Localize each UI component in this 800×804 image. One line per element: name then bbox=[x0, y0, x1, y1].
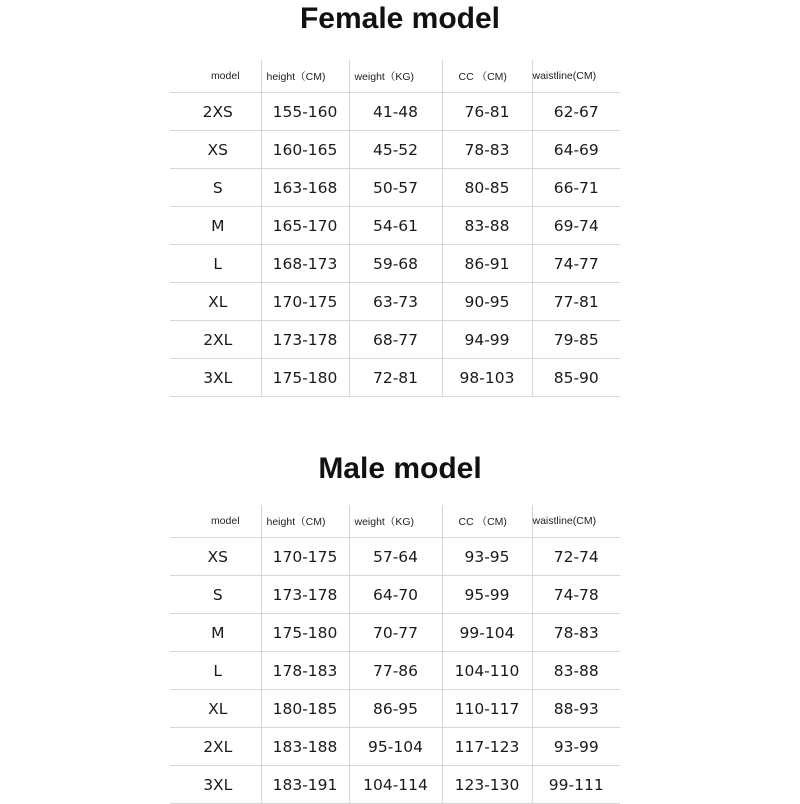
height-cell: 173-178 bbox=[261, 321, 349, 359]
header-waistline: waistline(CM) bbox=[532, 60, 620, 93]
table-row bbox=[170, 576, 620, 614]
size-cell: M bbox=[170, 614, 261, 652]
waistline-cell: 99-111 bbox=[532, 766, 620, 804]
size-cell: XL bbox=[170, 283, 261, 321]
cc-cell: 99-104 bbox=[442, 614, 532, 652]
male-size-table bbox=[170, 505, 620, 804]
weight-cell: 41-48 bbox=[349, 93, 442, 131]
weight-cell: 77-86 bbox=[349, 652, 442, 690]
waistline-cell: 74-77 bbox=[532, 245, 620, 283]
cc-cell: 94-99 bbox=[442, 321, 532, 359]
cc-cell: 86-91 bbox=[442, 245, 532, 283]
waistline-cell: 74-78 bbox=[532, 576, 620, 614]
header-model: model bbox=[170, 505, 261, 538]
female-size-chart-title: Female model bbox=[299, 2, 501, 35]
waistline-cell: 83-88 bbox=[532, 652, 620, 690]
height-cell: 165-170 bbox=[261, 207, 349, 245]
height-cell: 168-173 bbox=[261, 245, 349, 283]
weight-cell: 45-52 bbox=[349, 131, 442, 169]
weight-cell: 57-64 bbox=[349, 538, 442, 576]
cc-cell: 98-103 bbox=[442, 359, 532, 397]
waistline-cell: 85-90 bbox=[532, 359, 620, 397]
cc-cell: 123-130 bbox=[442, 766, 532, 804]
table-row bbox=[170, 652, 620, 690]
weight-cell: 59-68 bbox=[349, 245, 442, 283]
cc-cell: 95-99 bbox=[442, 576, 532, 614]
height-cell: 180-185 bbox=[261, 690, 349, 728]
cc-cell: 117-123 bbox=[442, 728, 532, 766]
cc-cell: 90-95 bbox=[442, 283, 532, 321]
waistline-cell: 93-99 bbox=[532, 728, 620, 766]
cc-cell: 76-81 bbox=[442, 93, 532, 131]
weight-cell: 72-81 bbox=[349, 359, 442, 397]
header-cc: CC （CM) bbox=[442, 505, 532, 538]
size-cell: XL bbox=[170, 690, 261, 728]
table-row bbox=[170, 131, 620, 169]
waistline-cell: 62-67 bbox=[532, 93, 620, 131]
size-cell: 2XL bbox=[170, 728, 261, 766]
size-cell: L bbox=[170, 245, 261, 283]
height-cell: 173-178 bbox=[261, 576, 349, 614]
size-cell: 3XL bbox=[170, 359, 261, 397]
weight-cell: 50-57 bbox=[349, 169, 442, 207]
weight-cell: 63-73 bbox=[349, 283, 442, 321]
height-cell: 183-188 bbox=[261, 728, 349, 766]
weight-cell: 70-77 bbox=[349, 614, 442, 652]
table-row bbox=[170, 538, 620, 576]
waistline-cell: 79-85 bbox=[532, 321, 620, 359]
table-row bbox=[170, 728, 620, 766]
height-cell: 170-175 bbox=[261, 538, 349, 576]
waistline-cell: 66-71 bbox=[532, 169, 620, 207]
waistline-cell: 69-74 bbox=[532, 207, 620, 245]
cc-cell: 78-83 bbox=[442, 131, 532, 169]
waistline-cell: 72-74 bbox=[532, 538, 620, 576]
waistline-cell: 88-93 bbox=[532, 690, 620, 728]
female-size-table bbox=[170, 60, 620, 397]
height-cell: 170-175 bbox=[261, 283, 349, 321]
cc-cell: 104-110 bbox=[442, 652, 532, 690]
cc-cell: 110-117 bbox=[442, 690, 532, 728]
table-row bbox=[170, 207, 620, 245]
weight-cell: 64-70 bbox=[349, 576, 442, 614]
header-cc: CC （CM) bbox=[442, 60, 532, 93]
height-cell: 155-160 bbox=[261, 93, 349, 131]
height-cell: 160-165 bbox=[261, 131, 349, 169]
header-waistline: waistline(CM) bbox=[532, 505, 620, 538]
weight-cell: 86-95 bbox=[349, 690, 442, 728]
table-header-row bbox=[170, 60, 620, 93]
height-cell: 183-191 bbox=[261, 766, 349, 804]
size-cell: S bbox=[170, 169, 261, 207]
header-model: model bbox=[170, 60, 261, 93]
table-row bbox=[170, 359, 620, 397]
size-cell: M bbox=[170, 207, 261, 245]
weight-cell: 68-77 bbox=[349, 321, 442, 359]
size-cell: 2XL bbox=[170, 321, 261, 359]
table-row bbox=[170, 690, 620, 728]
size-cell: XS bbox=[170, 131, 261, 169]
table-row bbox=[170, 93, 620, 131]
cc-cell: 80-85 bbox=[442, 169, 532, 207]
size-cell: 3XL bbox=[170, 766, 261, 804]
table-row bbox=[170, 766, 620, 804]
cc-cell: 83-88 bbox=[442, 207, 532, 245]
weight-cell: 54-61 bbox=[349, 207, 442, 245]
header-height: height（CM) bbox=[261, 60, 349, 93]
waistline-cell: 64-69 bbox=[532, 131, 620, 169]
height-cell: 175-180 bbox=[261, 614, 349, 652]
header-weight: weight（KG) bbox=[349, 505, 442, 538]
size-cell: L bbox=[170, 652, 261, 690]
table-row bbox=[170, 283, 620, 321]
height-cell: 175-180 bbox=[261, 359, 349, 397]
cc-cell: 93-95 bbox=[442, 538, 532, 576]
size-cell: S bbox=[170, 576, 261, 614]
weight-cell: 104-114 bbox=[349, 766, 442, 804]
waistline-cell: 77-81 bbox=[532, 283, 620, 321]
waistline-cell: 78-83 bbox=[532, 614, 620, 652]
table-row bbox=[170, 614, 620, 652]
table-row bbox=[170, 321, 620, 359]
header-weight: weight（KG) bbox=[349, 60, 442, 93]
male-size-chart-title: Male model bbox=[318, 452, 482, 485]
weight-cell: 95-104 bbox=[349, 728, 442, 766]
height-cell: 178-183 bbox=[261, 652, 349, 690]
table-header-row bbox=[170, 505, 620, 538]
size-cell: 2XS bbox=[170, 93, 261, 131]
height-cell: 163-168 bbox=[261, 169, 349, 207]
size-cell: XS bbox=[170, 538, 261, 576]
header-height: height（CM) bbox=[261, 505, 349, 538]
table-row bbox=[170, 169, 620, 207]
table-row bbox=[170, 245, 620, 283]
